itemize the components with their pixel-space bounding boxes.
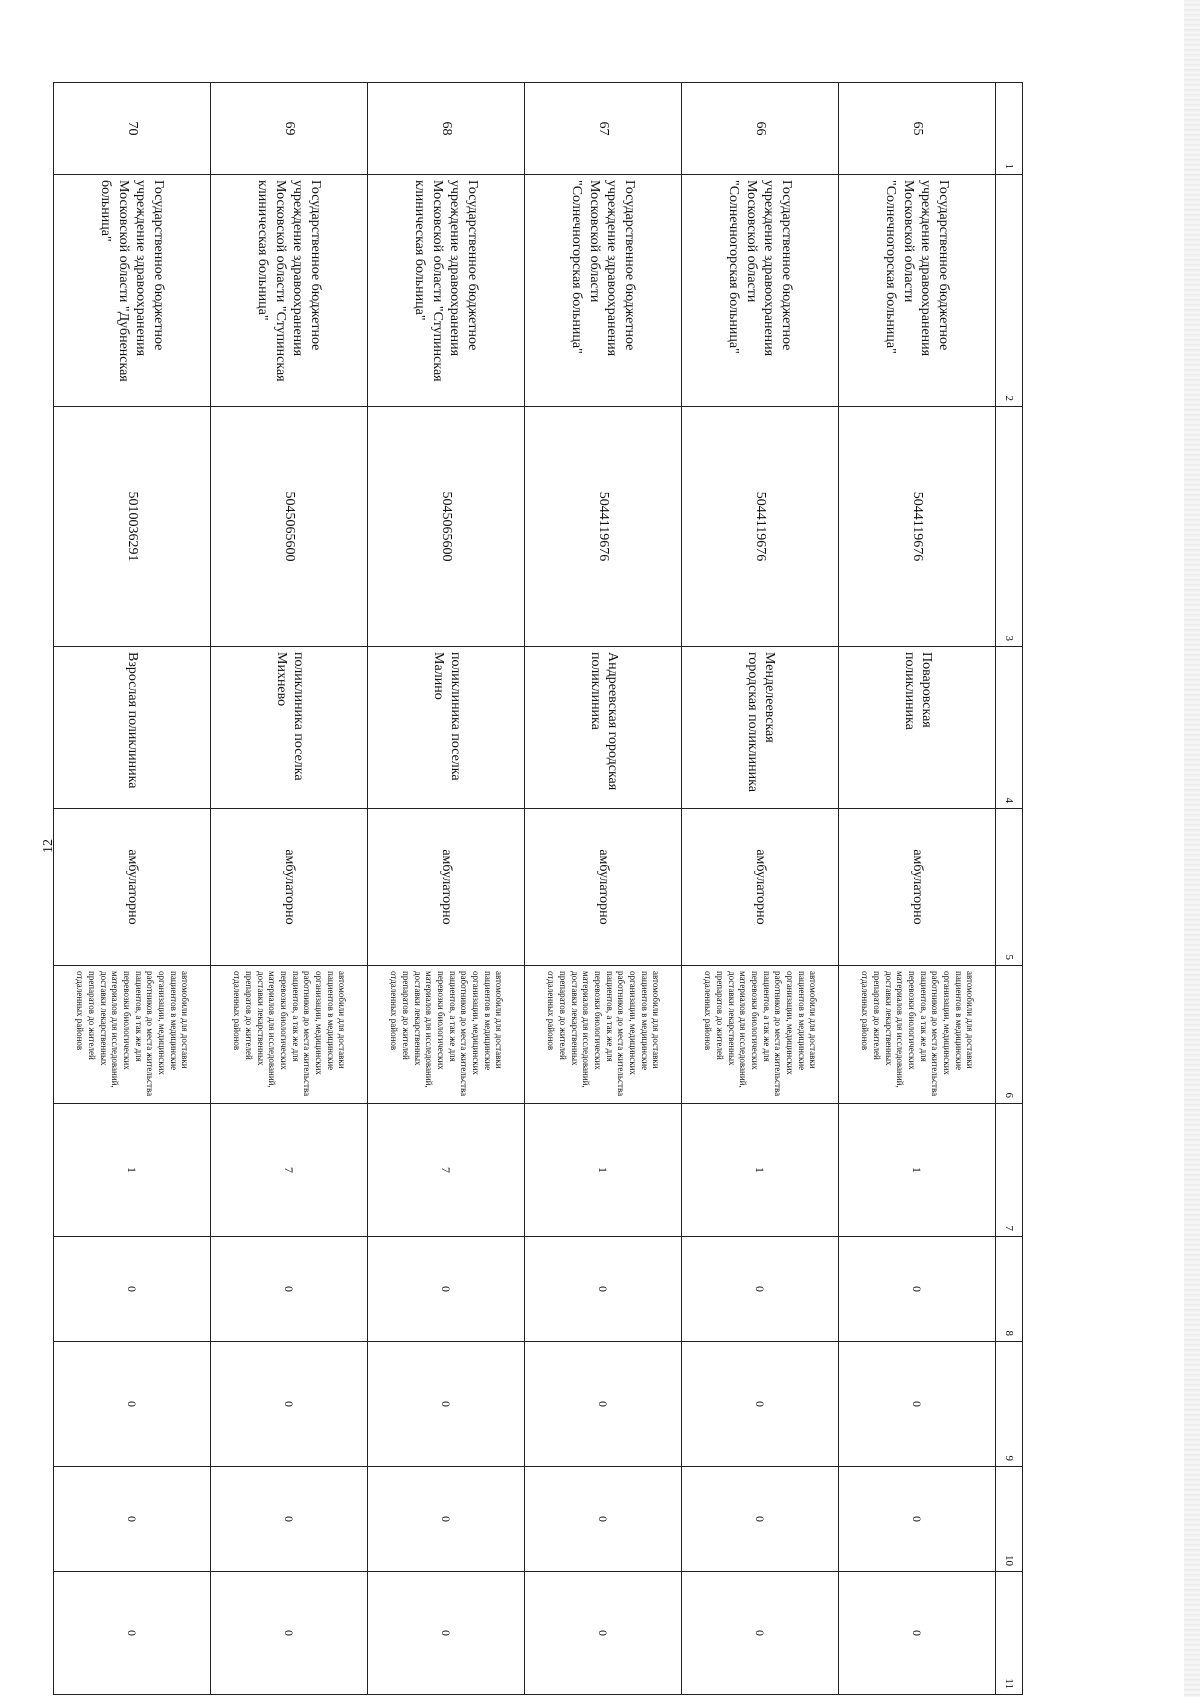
care-conditions: амбулаторно	[368, 809, 525, 966]
row-number: 66	[682, 83, 839, 175]
table-row	[368, 83, 525, 1695]
subdivision-name: Андреевская городская поликлиника	[525, 647, 682, 809]
col10-value: 0	[54, 1467, 211, 1572]
vehicle-purpose: автомобили для доставки пациентов в медицинские организации, медицинских работников до места жительства пациентов, а так же для перевозки биологических материалов для исследований, доставки лекарственных препаратов до жителей отдаленных районов	[54, 966, 211, 1104]
row-number: 69	[211, 83, 368, 175]
inn-value: 5045065600	[211, 407, 368, 647]
scan-edge	[1184, 0, 1200, 1697]
row-number: 68	[368, 83, 525, 175]
inn-value: 5044119676	[682, 407, 839, 647]
table-row	[839, 83, 996, 1695]
col8-value: 0	[839, 1237, 996, 1342]
inn-value: 5044119676	[525, 407, 682, 647]
subdivision-name: Менделеевская городская поликлиника	[682, 647, 839, 809]
row-number: 70	[54, 83, 211, 175]
col11-value: 0	[211, 1572, 368, 1695]
care-conditions: амбулаторно	[54, 809, 211, 966]
inn-value: 5010036291	[54, 407, 211, 647]
col10-value: 0	[525, 1467, 682, 1572]
col9-value: 0	[839, 1342, 996, 1467]
col7-value: 7	[368, 1104, 525, 1237]
col7-value: 1	[839, 1104, 996, 1237]
col11-value: 0	[368, 1572, 525, 1695]
col9-value: 0	[54, 1342, 211, 1467]
col8-value: 0	[54, 1237, 211, 1342]
col10-value: 0	[211, 1467, 368, 1572]
col7-value: 1	[682, 1104, 839, 1237]
vehicle-purpose: автомобили для доставки пациентов в медицинские организации, медицинских работников до места жительства пациентов, а так же для перевозки биологических материалов для исследований, доставки лекарственных препаратов до жителей отдаленных районов	[682, 966, 839, 1104]
care-conditions: амбулаторно	[211, 809, 368, 966]
row-number: 65	[839, 83, 996, 175]
subdivision-name: Поваровская поликлиника	[839, 647, 996, 809]
col8-value: 0	[682, 1237, 839, 1342]
col11-value: 0	[525, 1572, 682, 1695]
column-number: 4	[996, 647, 1023, 809]
page-number: 12	[41, 839, 56, 853]
organization-name: Государственное бюджетное учреждение здравоохранения Московской области "Солнечногорская больница"	[525, 175, 682, 407]
column-number: 2	[996, 175, 1023, 407]
column-number: 3	[996, 407, 1023, 647]
inn-value: 5045065600	[368, 407, 525, 647]
care-conditions: амбулаторно	[839, 809, 996, 966]
column-number: 7	[996, 1104, 1023, 1237]
organization-name: Государственное бюджетное учреждение здравоохранения Московской области "Дубненская больница"	[54, 175, 211, 407]
vehicle-purpose: автомобили для доставки пациентов в медицинские организации, медицинских работников до места жительства пациентов, а так же для перевозки биологических материалов для исследований, доставки лекарственных препаратов до жителей отдаленных районов	[525, 966, 682, 1104]
col10-value: 0	[839, 1467, 996, 1572]
care-conditions: амбулаторно	[525, 809, 682, 966]
organization-name: Государственное бюджетное учреждение здравоохранения Московской области "Солнечногорская больница"	[682, 175, 839, 407]
col11-value: 0	[682, 1572, 839, 1695]
col7-value: 1	[54, 1104, 211, 1237]
table-row	[54, 83, 211, 1695]
table-row	[211, 83, 368, 1695]
care-conditions: амбулаторно	[682, 809, 839, 966]
vehicles-table	[53, 82, 1023, 1695]
organization-name: Государственное бюджетное учреждение здравоохранения Московской области "Ступинская клиническая больница"	[211, 175, 368, 407]
column-number: 5	[996, 809, 1023, 966]
col9-value: 0	[211, 1342, 368, 1467]
organization-name: Государственное бюджетное учреждение здравоохранения Московской области "Ступинская клиническая больница"	[368, 175, 525, 407]
col8-value: 0	[211, 1237, 368, 1342]
vehicle-purpose: автомобили для доставки пациентов в медицинские организации, медицинских работников до места жительства пациентов, а так же для перевозки биологических материалов для исследований, доставки лекарственных препаратов до жителей отдаленных районов	[368, 966, 525, 1104]
col10-value: 0	[368, 1467, 525, 1572]
col8-value: 0	[368, 1237, 525, 1342]
column-number: 8	[996, 1237, 1023, 1342]
col9-value: 0	[525, 1342, 682, 1467]
rotated-table-container	[53, 82, 1023, 1694]
column-number: 1	[996, 83, 1023, 175]
col11-value: 0	[839, 1572, 996, 1695]
column-number: 9	[996, 1342, 1023, 1467]
col9-value: 0	[368, 1342, 525, 1467]
col11-value: 0	[54, 1572, 211, 1695]
row-number: 67	[525, 83, 682, 175]
column-number: 11	[996, 1572, 1023, 1695]
column-number: 6	[996, 966, 1023, 1104]
vehicle-purpose: автомобили для доставки пациентов в медицинские организации, медицинских работников до места жительства пациентов, а так же для перевозки биологических материалов для исследований, доставки лекарственных препаратов до жителей отдаленных районов	[211, 966, 368, 1104]
col9-value: 0	[682, 1342, 839, 1467]
subdivision-name: поликлиника поселка Малино	[368, 647, 525, 809]
subdivision-name: поликлиника поселка Михнево	[211, 647, 368, 809]
col8-value: 0	[525, 1237, 682, 1342]
inn-value: 5044119676	[839, 407, 996, 647]
vehicle-purpose: автомобили для доставки пациентов в медицинские организации, медицинских работников до места жительства пациентов, а так же для перевозки биологических материалов для исследований, доставки лекарственных препаратов до жителей отдаленных районов	[839, 966, 996, 1104]
subdivision-name: Взрослая поликлиника	[54, 647, 211, 809]
column-number-row	[996, 83, 1023, 1695]
table-row	[682, 83, 839, 1695]
organization-name: Государственное бюджетное учреждение здравоохранения Московской области "Солнечногорская больница"	[839, 175, 996, 407]
col10-value: 0	[682, 1467, 839, 1572]
col7-value: 1	[525, 1104, 682, 1237]
column-number: 10	[996, 1467, 1023, 1572]
table-row	[525, 83, 682, 1695]
col7-value: 7	[211, 1104, 368, 1237]
